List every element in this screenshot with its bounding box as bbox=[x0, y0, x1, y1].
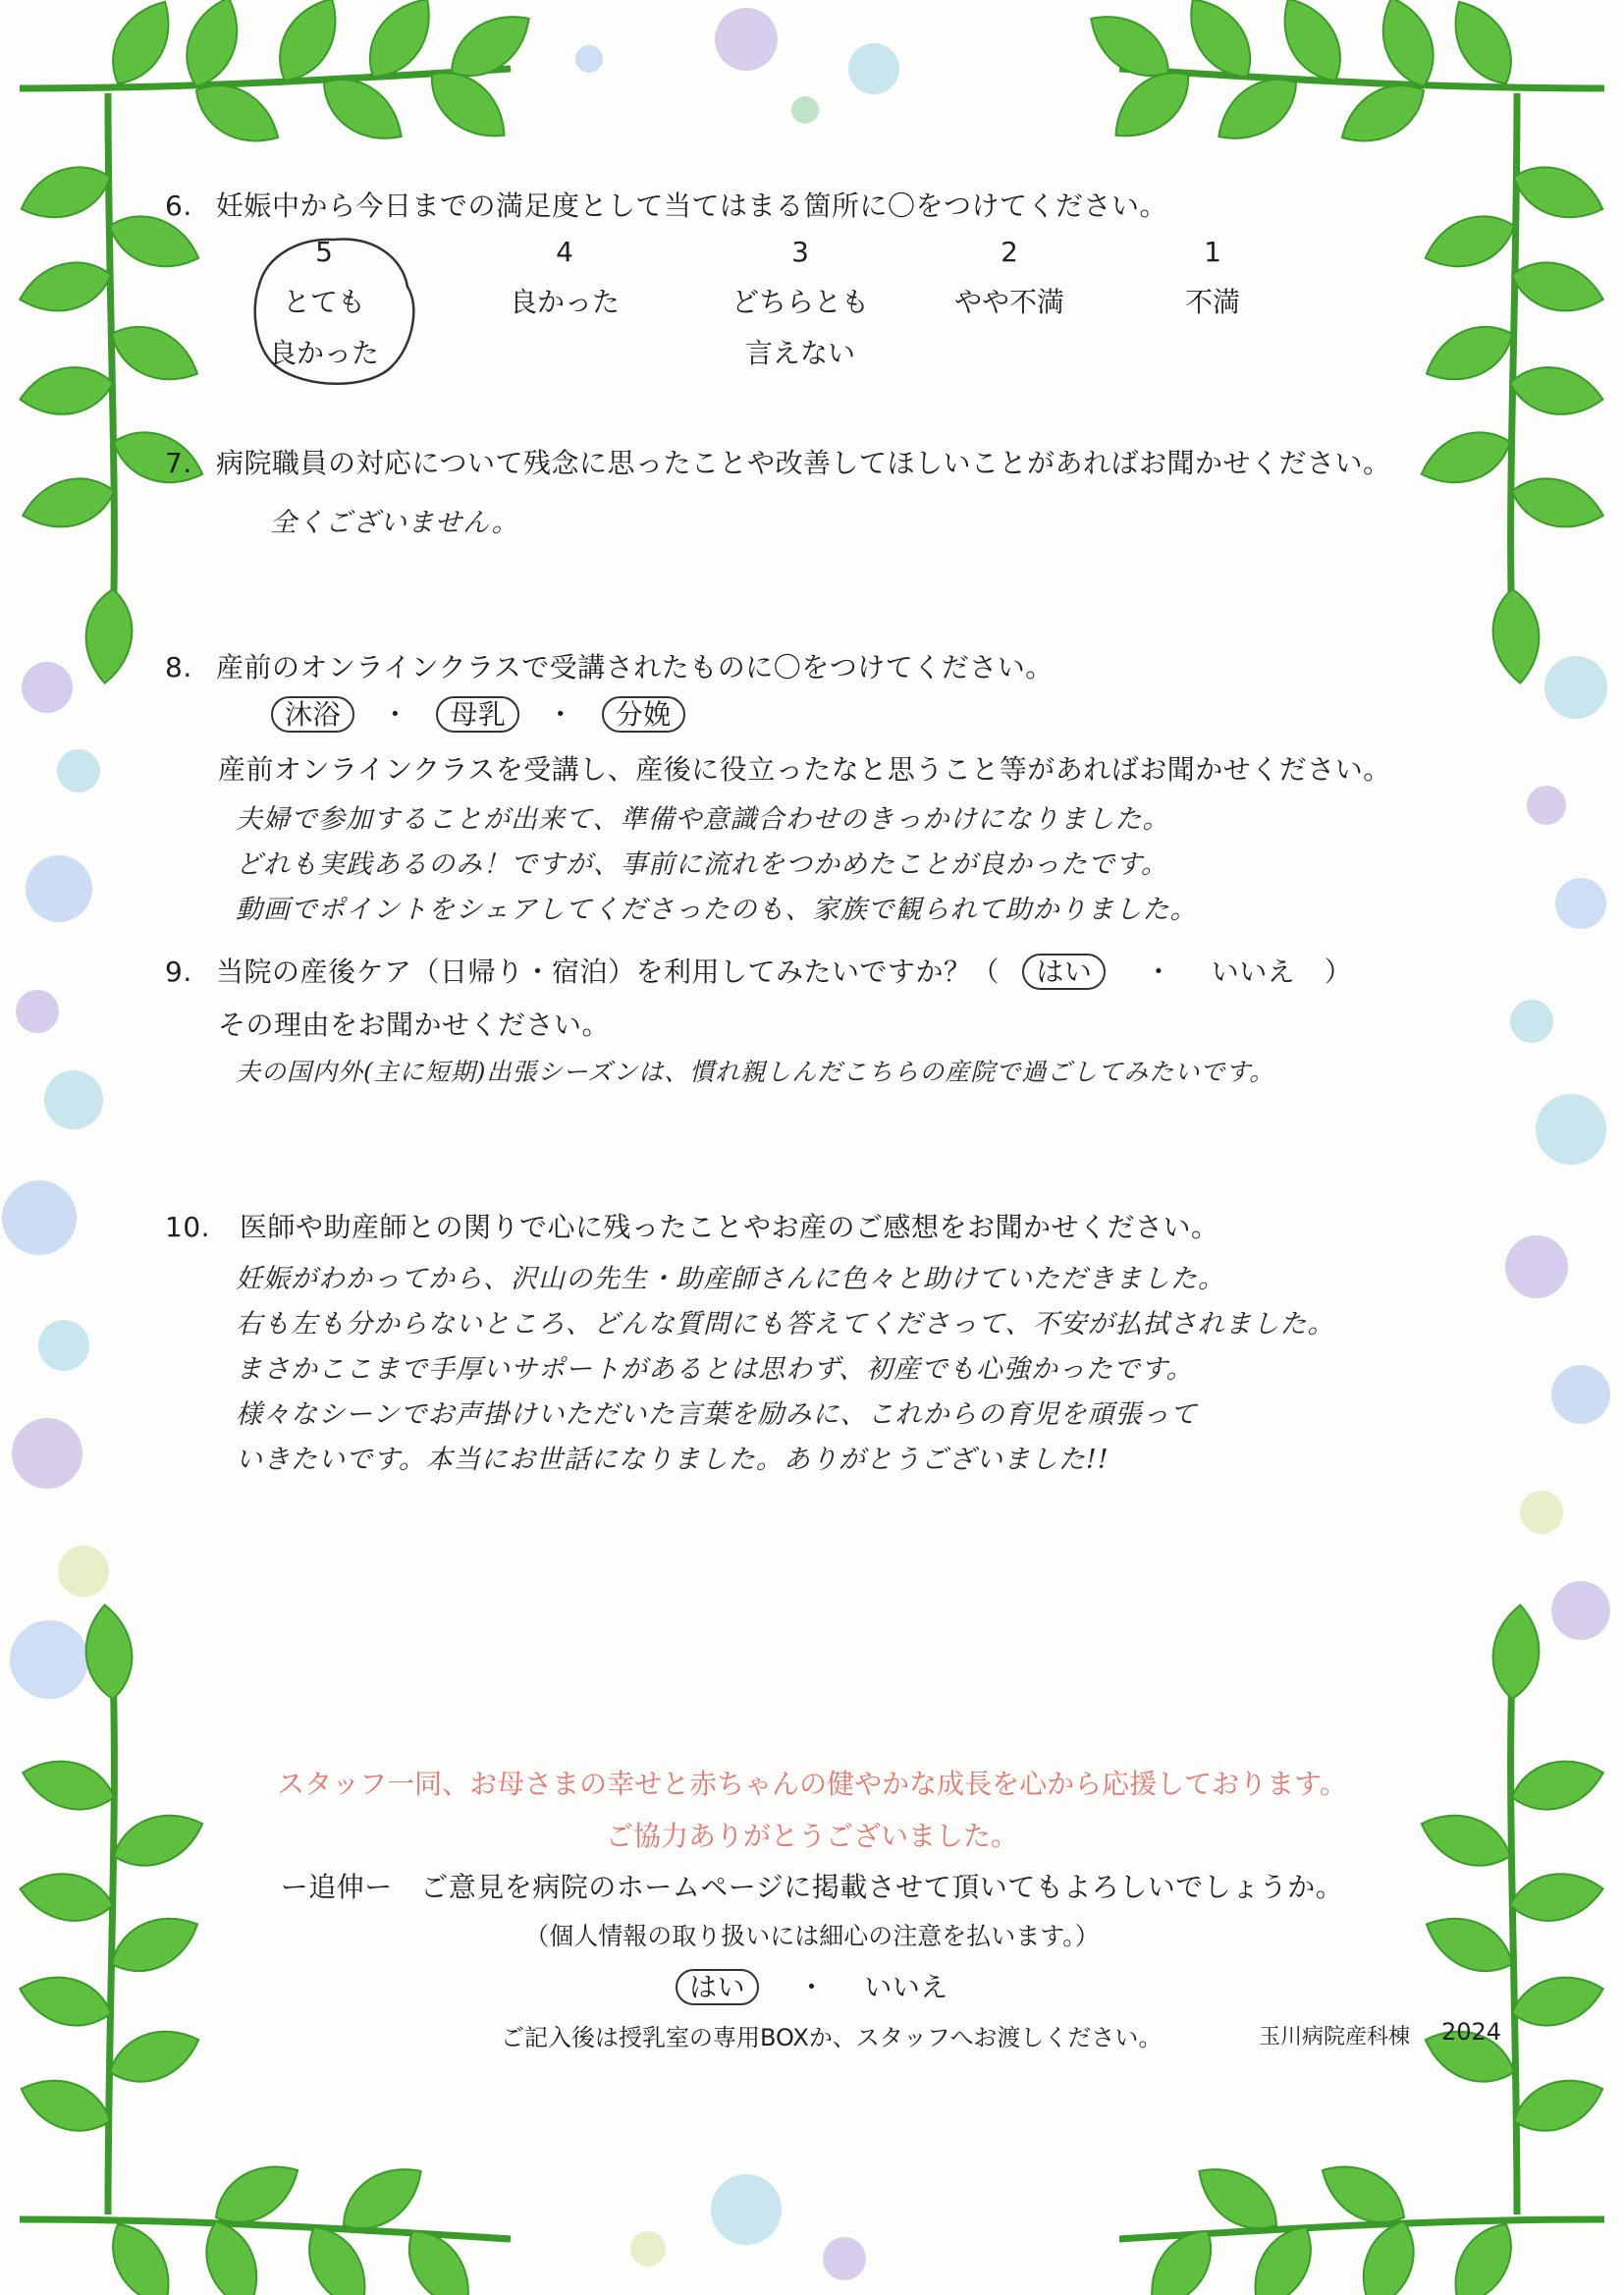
postscript-question: ー追伸ー ご意見を病院のホームページに掲載させて頂いてもよろしいでしょうか。 bbox=[280, 1871, 1344, 1903]
handwritten-answer-line: まさかここまで手厚いサポートがあるとは思わず、初産でも心強かったです。 bbox=[236, 1354, 1194, 1385]
handwritten-answer-line: 様々なシーンでお声掛けいただいた言葉を励みに、これからの育児を頑張って bbox=[236, 1399, 1198, 1430]
question-text: 妊娠中から今日までの満足度として当てはまる箇所に〇をつけてください。 bbox=[216, 190, 1168, 222]
thanks-message: ご協力ありがとうございました。 bbox=[605, 1820, 1018, 1852]
option-breastfeeding: 母乳 bbox=[436, 696, 519, 733]
question-number: 7. bbox=[165, 447, 192, 479]
question-text: 病院職員の対応について残念に思ったことや改善してほしいことがあればお聞かせください。 bbox=[216, 447, 1391, 479]
handwritten-answer-line: どれも実践あるのみ！ですが、事前に流れをつかめたことが良かったです。 bbox=[236, 849, 1168, 880]
rating-label: どちらとも bbox=[731, 286, 869, 318]
question-text: 当院の産後ケア（日帰り・宿泊）を利用してみたいですか？（ bbox=[216, 956, 1001, 988]
question-9 bbox=[165, 951, 1352, 990]
permission-options bbox=[0, 1966, 1624, 2005]
option-yes-circled: はい bbox=[676, 1969, 759, 2005]
rating-label: とても bbox=[282, 286, 365, 318]
rating-number: 2 bbox=[1001, 236, 1018, 268]
question-number: 10. bbox=[165, 1211, 211, 1243]
separator: ・ bbox=[546, 698, 575, 731]
handwritten-answer: 全くございません。 bbox=[270, 508, 519, 538]
question-8 bbox=[165, 646, 1054, 685]
question-text: 産前のオンラインクラスで受講されたものに〇をつけてください。 bbox=[216, 651, 1054, 683]
class-options bbox=[271, 693, 685, 733]
option-delivery: 分娩 bbox=[602, 696, 685, 733]
privacy-note: （個人情報の取り扱いには細心の注意を払います。） bbox=[524, 1922, 1100, 1950]
option-yes-circled: はい bbox=[1022, 954, 1106, 990]
handwritten-answer-line: 妊娠がわかってから、沢山の先生・助産師さんに色々と助けていただきました。 bbox=[236, 1264, 1225, 1294]
question-text: 医師や助産師との関りで心に残ったことやお産のご感想をお聞かせください。 bbox=[240, 1211, 1219, 1243]
year: 2024 bbox=[1441, 2018, 1502, 2046]
question-9-subtext: その理由をお聞かせください。 bbox=[218, 1009, 611, 1041]
handwritten-answer-line: 夫婦で参加することが出来て、準備や意識合わせのきっかけになりました。 bbox=[236, 804, 1170, 835]
rating-number: 3 bbox=[791, 236, 809, 268]
handwritten-answer-line: 動画でポイントをシェアしてくださったのも、家族で観られて助かりました。 bbox=[236, 895, 1198, 925]
question-number: 6. bbox=[165, 190, 192, 222]
rating-number: 5 bbox=[315, 236, 333, 268]
organization-name: 玉川病院産科棟 bbox=[1259, 2025, 1411, 2049]
separator: ・ bbox=[797, 1971, 826, 2003]
rating-label: 良かった bbox=[509, 286, 620, 318]
option-no: いいえ bbox=[1211, 956, 1296, 988]
separator: ・ bbox=[1144, 956, 1173, 988]
rating-label: 不満 bbox=[1184, 286, 1240, 318]
handwritten-answer-line: いきたいです。本当にお世話になりました。ありがとうございました!! bbox=[236, 1445, 1110, 1475]
submission-instructions: ご記入後は授乳室の専用BOXか、スタッフへお渡しください。 bbox=[501, 2024, 1163, 2051]
rating-number: 4 bbox=[556, 236, 573, 268]
handwritten-answer: 夫の国内外(主に短期)出張シーズンは、慣れ親しんだこちらの産院で過ごしてみたいです。 bbox=[236, 1058, 1275, 1086]
staff-message: スタッフ一同、お母さまの幸せと赤ちゃんの健やかな成長を心から応援しております。 bbox=[277, 1768, 1347, 1800]
option-no: いいえ bbox=[864, 1971, 948, 2003]
handwritten-answer-line: 右も左も分からないところ、どんな質問にも答えてくださって、不安が払拭されました。 bbox=[236, 1309, 1335, 1339]
question-number: 9. bbox=[165, 956, 192, 988]
separator: ・ bbox=[381, 698, 409, 731]
question-6 bbox=[165, 185, 1167, 224]
rating-label: やや不満 bbox=[953, 286, 1064, 318]
question-8-subtext: 産前オンラインクラスを受講し、産後に役立ったなと思うこと等があればお聞かせください。 bbox=[218, 753, 1391, 786]
rating-label: 良かった bbox=[268, 337, 379, 369]
question-10 bbox=[165, 1206, 1219, 1245]
rating-label: 言えない bbox=[744, 337, 855, 369]
question-number: 8. bbox=[165, 651, 192, 683]
rating-number: 1 bbox=[1204, 236, 1221, 268]
option-bathing: 沐浴 bbox=[271, 696, 354, 733]
question-7 bbox=[165, 442, 1390, 481]
paren-close: ） bbox=[1324, 956, 1353, 988]
